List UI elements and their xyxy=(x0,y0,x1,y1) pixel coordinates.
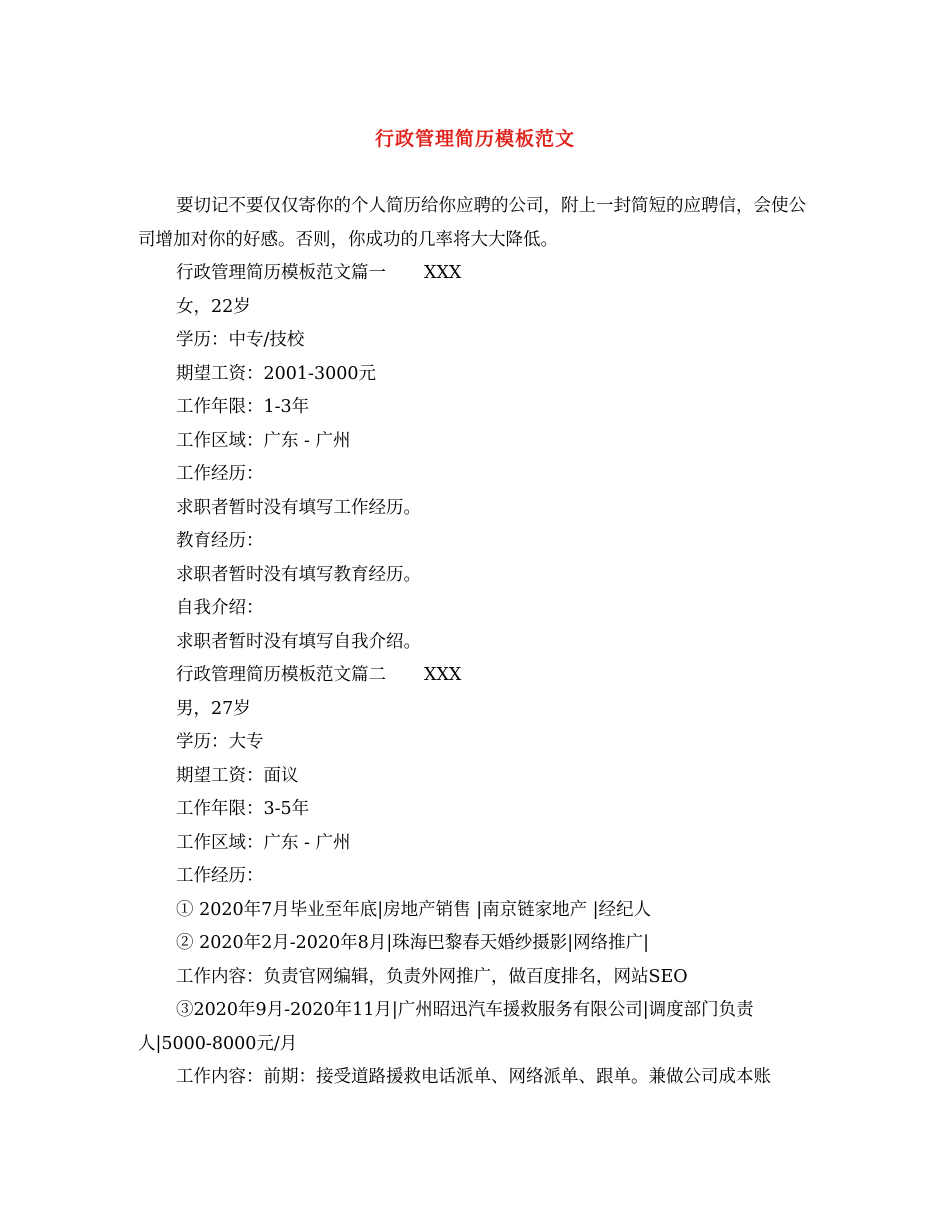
resume2-job2: ② 2020年2月-2020年8月|珠海巴黎春天婚纱摄影|网络推广| xyxy=(176,933,650,953)
document-title: 行政管理简历模板范文 xyxy=(374,128,575,150)
resume1-work-value: 求职者暂时没有填写工作经历。 xyxy=(176,497,421,518)
resume1-heading-line xyxy=(138,257,818,291)
resume1-heading: 行政管理简历模板范文篇一 xyxy=(176,263,386,283)
resume1-salary: 期望工资：2001-3000元 xyxy=(176,363,376,384)
intro-paragraph: 要切记不要仅仅寄你的个人简历给你应聘的公司，附上一封简短的应聘信，会使公司增加对你的好感。否则，你成功的几率将大大降低。 xyxy=(138,196,806,250)
resume1-years: 工作年限：1-3年 xyxy=(176,397,310,417)
resume2-heading-line xyxy=(138,659,818,693)
resume2-job3-content: 工作内容：前期：接受道路援救电话派单、网络派单、跟单。兼做公司成本账 xyxy=(176,1067,771,1087)
resume1-intro-value: 求职者暂时没有填写自我介绍。 xyxy=(176,631,421,652)
resume2-name: XXX xyxy=(424,665,462,685)
resume2-job2-content: 工作内容：负责官网编辑，负责外网推广，做百度排名，网站SEO xyxy=(176,966,688,987)
resume2-heading: 行政管理简历模板范文篇二 xyxy=(176,665,386,685)
resume1-name: XXX xyxy=(424,263,462,283)
resume1-edu-label: 教育经历： xyxy=(176,531,264,551)
resume2-salary: 期望工资：面议 xyxy=(176,765,299,786)
resume2-job3: ③2020年9月-2020年11月|广州昭迅汽车援救服务有限公司|调度部门负责人|5000-8000元/月 xyxy=(138,1000,754,1054)
resume2-years: 工作年限：3-5年 xyxy=(176,799,310,819)
document-body xyxy=(138,190,818,1095)
resume1-work-label: 工作经历： xyxy=(176,464,264,484)
resume1-intro-label: 自我介绍： xyxy=(176,598,264,618)
resume1-education: 学历：中专/技校 xyxy=(176,330,305,350)
resume1-gender-age: 女，22岁 xyxy=(176,296,251,317)
resume2-education: 学历：大专 xyxy=(176,732,264,752)
resume1-edu-value: 求职者暂时没有填写教育经历。 xyxy=(176,564,421,585)
resume2-region: 工作区域：广东 - 广州 xyxy=(176,832,351,853)
resume2-work-label: 工作经历： xyxy=(176,866,264,886)
resume2-gender-age: 男，27岁 xyxy=(176,698,251,719)
resume1-region: 工作区域：广东 - 广州 xyxy=(176,430,351,451)
resume2-job1: ① 2020年7月毕业至年底|房地产销售 |南京链家地产 |经纪人 xyxy=(176,899,652,920)
